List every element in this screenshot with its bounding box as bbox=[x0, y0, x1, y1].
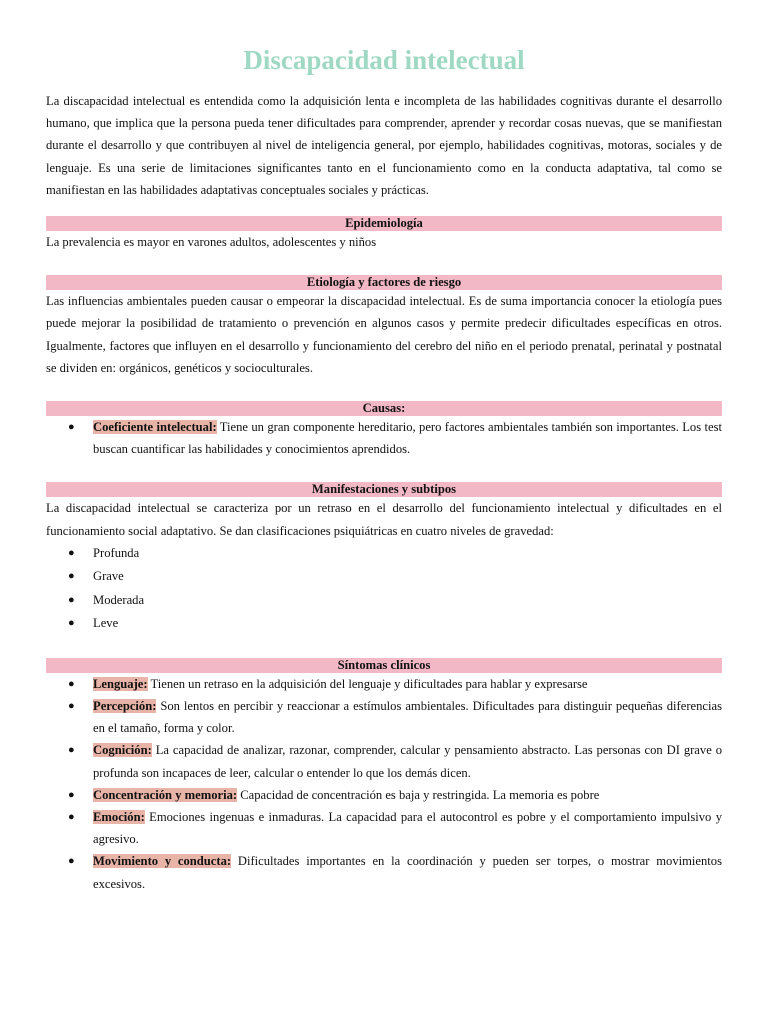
bullet-icon: ● bbox=[68, 744, 75, 757]
item-text: Dificultades importantes en la coordinación y pueden ser torpes, o mostrar movimientos excesivos. bbox=[93, 854, 722, 891]
bullet-icon: ● bbox=[68, 788, 75, 801]
gravedad-list bbox=[46, 542, 722, 636]
item-label: Movimiento y conducta: bbox=[93, 854, 232, 869]
section-heading-sintomas: Síntomas clínicos bbox=[46, 658, 722, 673]
item-label: Coeficiente intelectual: bbox=[93, 420, 217, 435]
item-text: Profunda bbox=[93, 545, 140, 560]
item-label: Percepción: bbox=[93, 699, 157, 714]
bullet-icon: ● bbox=[68, 421, 75, 434]
bullet-icon: ● bbox=[68, 570, 75, 583]
list-item bbox=[46, 416, 722, 460]
list-item bbox=[46, 784, 722, 806]
item-text: La capacidad de analizar, razonar, comprender, calcular y pensamiento abstracto. Las personas con DI grave o profunda son incapaces de leer, calcular o entender lo que los demás dicen. bbox=[93, 743, 722, 780]
list-item bbox=[46, 612, 722, 636]
causas-list bbox=[46, 416, 722, 460]
item-text: Emociones ingenuas e inmaduras. La capacidad para el autocontrol es pobre y el comportamiento impulsivo y agresivo. bbox=[93, 810, 722, 847]
item-label: Lenguaje: bbox=[93, 676, 148, 691]
list-item bbox=[46, 806, 722, 850]
etiologia-paragraph: Las influencias ambientales pueden causar o empeorar la discapacidad intelectual. Es de suma importancia conocer la etiología pues puede mejorar la posibilidad de tratamiento o prevención en algunos casos y permite predecir dificultades específicas en otros. Igualmente, factores que influyen en el desarrollo y funcionamiento del cerebro del niño en el periodo prenatal, perinatal y postnatal se dividen en: orgánicos, genéticos y socioculturales. bbox=[46, 294, 722, 375]
bullet-icon: ● bbox=[68, 811, 75, 824]
bullet-icon: ● bbox=[68, 677, 75, 690]
section-heading-manifestaciones: Manifestaciones y subtipos bbox=[46, 482, 722, 497]
section-heading-epidemiologia: Epidemiología bbox=[46, 216, 722, 231]
bullet-icon: ● bbox=[68, 546, 75, 559]
bullet-icon: ● bbox=[68, 700, 75, 713]
section-heading-etiologia: Etiología y factores de riesgo bbox=[46, 275, 722, 290]
item-text: Moderada bbox=[93, 592, 145, 607]
item-text: Son lentos en percibir y reaccionar a estímulos ambientales. Dificultades para distinguir pequeñas diferencias en el tamaño, forma y color. bbox=[93, 699, 722, 736]
item-text: Tienen un retraso en la adquisición del lenguaje y dificultades para hablar y expresarse bbox=[147, 676, 588, 691]
item-label: Cognición: bbox=[93, 743, 152, 758]
list-item bbox=[46, 739, 722, 783]
list-item bbox=[46, 565, 722, 589]
section-heading-causas: Causas: bbox=[46, 401, 722, 416]
bullet-icon: ● bbox=[68, 617, 75, 630]
item-text: Grave bbox=[93, 569, 124, 584]
manifestaciones-paragraph: La discapacidad intelectual se caracteriza por un retraso en el desarrollo del funcionamiento intelectual y dificultades en el funcionamiento social adaptativo. Se dan clasificaciones psiquiátricas en cuatro niveles de gravedad: bbox=[46, 501, 722, 538]
item-label: Emoción: bbox=[93, 810, 145, 825]
item-text: Tiene un gran componente hereditario, pero factores ambientales también son importantes. Los test buscan cuantificar las habilidades y conocimientos aprendidos. bbox=[93, 420, 722, 457]
intro-paragraph: La discapacidad intelectual es entendida como la adquisición lenta e incompleta de las habilidades cognitivas durante el desarrollo humano, que implica que la persona pueda tener dificultades para comprender, aprender y recordar cosas nuevas, que se manifiestan durante el desarrollo y que contribuyen al nivel de inteligencia general, por ejemplo, habilidades cognitivas, motoras, sociales y de lenguaje. Es una serie de limitaciones significantes tanto en el funcionamiento como en la conducta adaptativa, tal como se manifiestan en las habilidades adaptativas conceptuales sociales y prácticas. bbox=[46, 94, 722, 197]
item-text: Leve bbox=[93, 616, 119, 631]
page-title: Discapacidad intelectual bbox=[243, 45, 525, 75]
epidemiologia-paragraph: La prevalencia es mayor en varones adultos, adolescentes y niños bbox=[46, 235, 377, 250]
list-item bbox=[46, 589, 722, 613]
bullet-icon: ● bbox=[68, 855, 75, 868]
list-item bbox=[46, 695, 722, 739]
list-item bbox=[46, 542, 722, 566]
item-label: Concentración y memoria: bbox=[93, 787, 238, 802]
list-item bbox=[46, 673, 722, 695]
list-item bbox=[46, 850, 722, 894]
sintomas-list bbox=[46, 673, 722, 895]
bullet-icon: ● bbox=[68, 593, 75, 606]
item-text: Capacidad de concentración es baja y restringida. La memoria es pobre bbox=[237, 787, 600, 802]
